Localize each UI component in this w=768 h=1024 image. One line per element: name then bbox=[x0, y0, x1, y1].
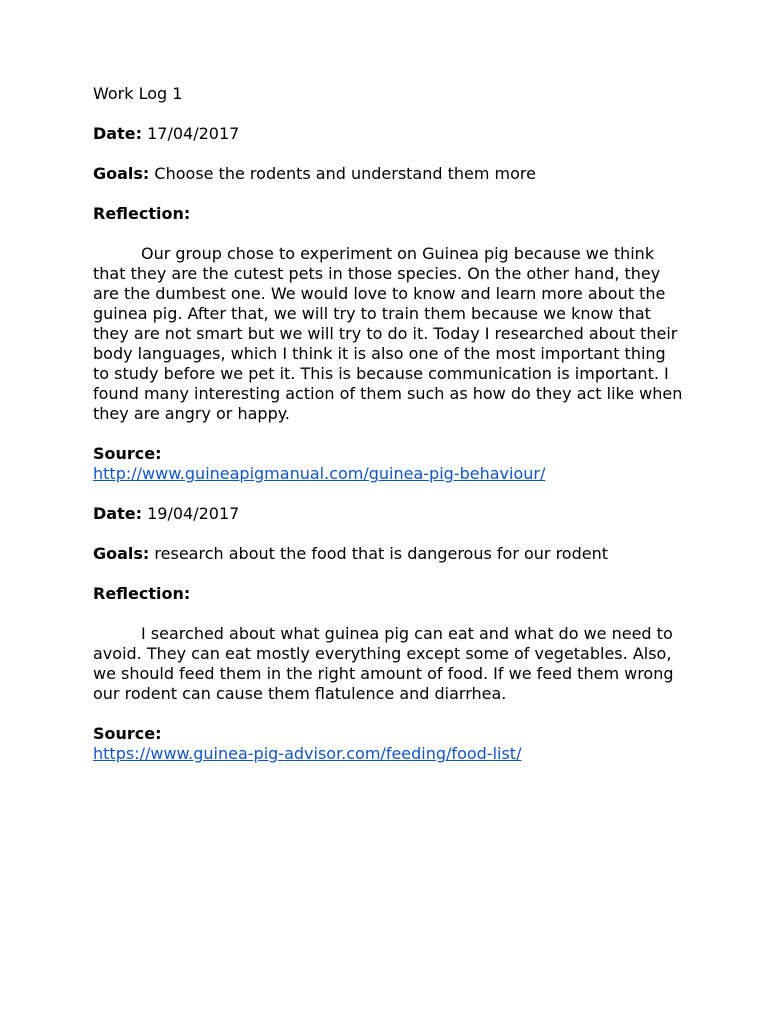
entry-1-date bbox=[93, 124, 693, 144]
reflection-heading: Reflection: bbox=[93, 584, 191, 603]
reflection-paragraph: Our group chose to experiment on Guinea pig because we think that they are the cutest pets in those species. On the other hand, they are the dumbest one. We would love to know and learn more about the guinea pig. After that, we will try to train them because we know that they are not smart but we will try to do it. Today I researched about their body languages, which I think it is also one of the most important thing to study before we pet it. This is because communication is important. I found many interesting action of them such as how do they act like when they are angry or happy. bbox=[93, 244, 683, 423]
date-value: 17/04/2017 bbox=[147, 124, 240, 143]
source-label: Source: bbox=[93, 724, 162, 743]
entry-2-source bbox=[93, 724, 693, 764]
entry-2-goals bbox=[93, 544, 693, 564]
source-label: Source: bbox=[93, 444, 162, 463]
goals-label: Goals: bbox=[93, 164, 150, 183]
source-link[interactable]: https://www.guinea-pig-advisor.com/feeding/food-list/ bbox=[93, 744, 522, 763]
date-value: 19/04/2017 bbox=[147, 504, 240, 523]
document-page bbox=[93, 84, 693, 784]
entry-1-source bbox=[93, 444, 693, 484]
date-label: Date: bbox=[93, 124, 142, 143]
document-title: Work Log 1 bbox=[93, 84, 183, 103]
reflection-heading: Reflection: bbox=[93, 204, 191, 223]
goals-value: Choose the rodents and understand them more bbox=[154, 164, 536, 183]
entry-2-date bbox=[93, 504, 693, 524]
source-link[interactable]: http://www.guineapigmanual.com/guinea-pig-behaviour/ bbox=[93, 464, 546, 483]
reflection-paragraph: I searched about what guinea pig can eat and what do we need to avoid. They can eat mostly everything except some of vegetables. Also, we should feed them in the right amount of food. If we feed them wrong our rodent can cause them flatulence and diarrhea. bbox=[93, 624, 674, 703]
goals-value: research about the food that is dangerous for our rodent bbox=[154, 544, 609, 563]
date-label: Date: bbox=[93, 504, 142, 523]
entry-1-goals bbox=[93, 164, 693, 184]
goals-label: Goals: bbox=[93, 544, 150, 563]
